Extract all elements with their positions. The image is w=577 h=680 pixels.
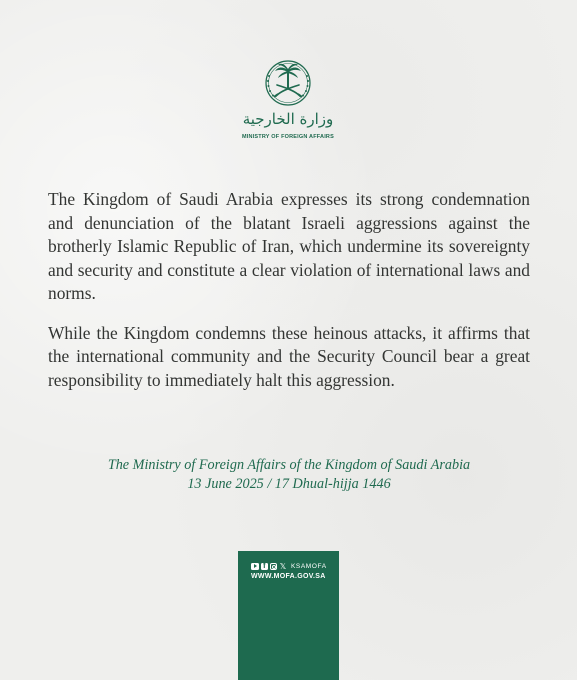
ministry-logo [238, 58, 338, 148]
website-link[interactable]: WWW.MOFA.GOV.SA [251, 573, 326, 580]
x-icon[interactable]: 𝕏 [279, 561, 287, 571]
statement-paragraph: The Kingdom of Saudi Arabia expresses its strong condemnation and denunciation of the blatant Israeli aggressions against the brotherly Islamic Republic of Iran, which undermine its sovereignty and security and constitute a clear violation of international laws and norms. [48, 189, 530, 303]
statement-body [48, 188, 530, 408]
instagram-icon[interactable] [270, 563, 277, 570]
social-handle[interactable]: KSAMOFA [291, 562, 327, 570]
signature-ministry: The Ministry of Foreign Affairs of the Kingdom of Saudi Arabia [107, 457, 471, 473]
statement-paragraph: While the Kingdom condemns these heinous attacks, it affirms that the international community and the Security Council bear a great responsibility to immediately halt this aggression. [48, 322, 530, 390]
social-links [251, 561, 327, 571]
arabic-wordmark: وزارة الخارجية [242, 110, 334, 128]
signature-block [48, 456, 530, 494]
ministry-name: MINISTRY OF FOREIGN AFFAIRS [242, 134, 334, 140]
facebook-icon[interactable] [261, 563, 268, 570]
youtube-icon[interactable] [251, 563, 259, 570]
emblem-palm-swords-icon [238, 58, 338, 110]
signature-date: 13 June 2025 / 17 Dhual-hijja 1446 [187, 476, 391, 492]
footer-panel [238, 551, 339, 680]
